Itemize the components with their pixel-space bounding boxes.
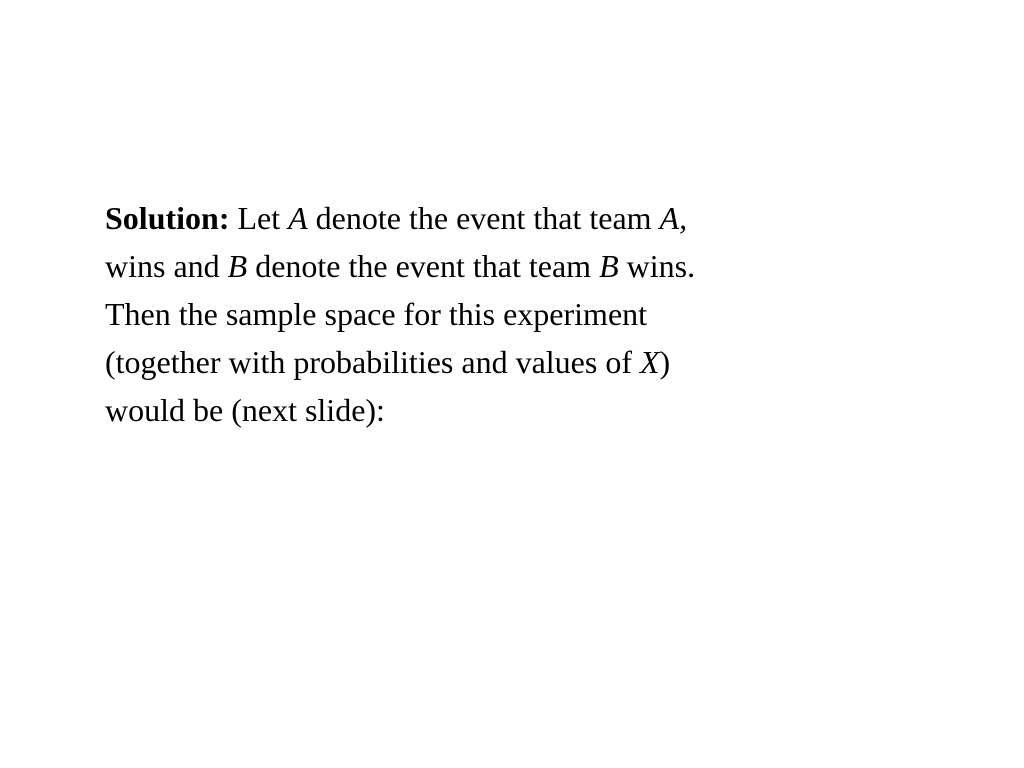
text-run: denote the event that team [247, 248, 600, 284]
variable-b: B [599, 248, 619, 284]
variable-b: B [227, 248, 248, 284]
text-line-2 [105, 242, 905, 290]
text-line-3 [105, 290, 905, 338]
text-line-4 [105, 338, 905, 386]
text-run: wins and [105, 248, 228, 284]
variable-x: X [639, 344, 660, 380]
text-line-5 [105, 386, 905, 434]
text-run: wins. [618, 248, 696, 284]
text-run: denote the event that team [307, 200, 660, 236]
text-run: Let [229, 200, 289, 236]
variable-a: A, [659, 200, 688, 236]
text-run: Then the sample space for this experiment [105, 296, 648, 332]
variable-a: A [288, 200, 308, 236]
solution-paragraph [105, 194, 905, 434]
text-line-1 [105, 194, 905, 242]
text-run: (together with probabilities and values of [105, 344, 640, 380]
solution-label: Solution: [105, 200, 230, 236]
text-run: ) [659, 344, 671, 380]
text-run: would be (next slide): [105, 392, 385, 428]
